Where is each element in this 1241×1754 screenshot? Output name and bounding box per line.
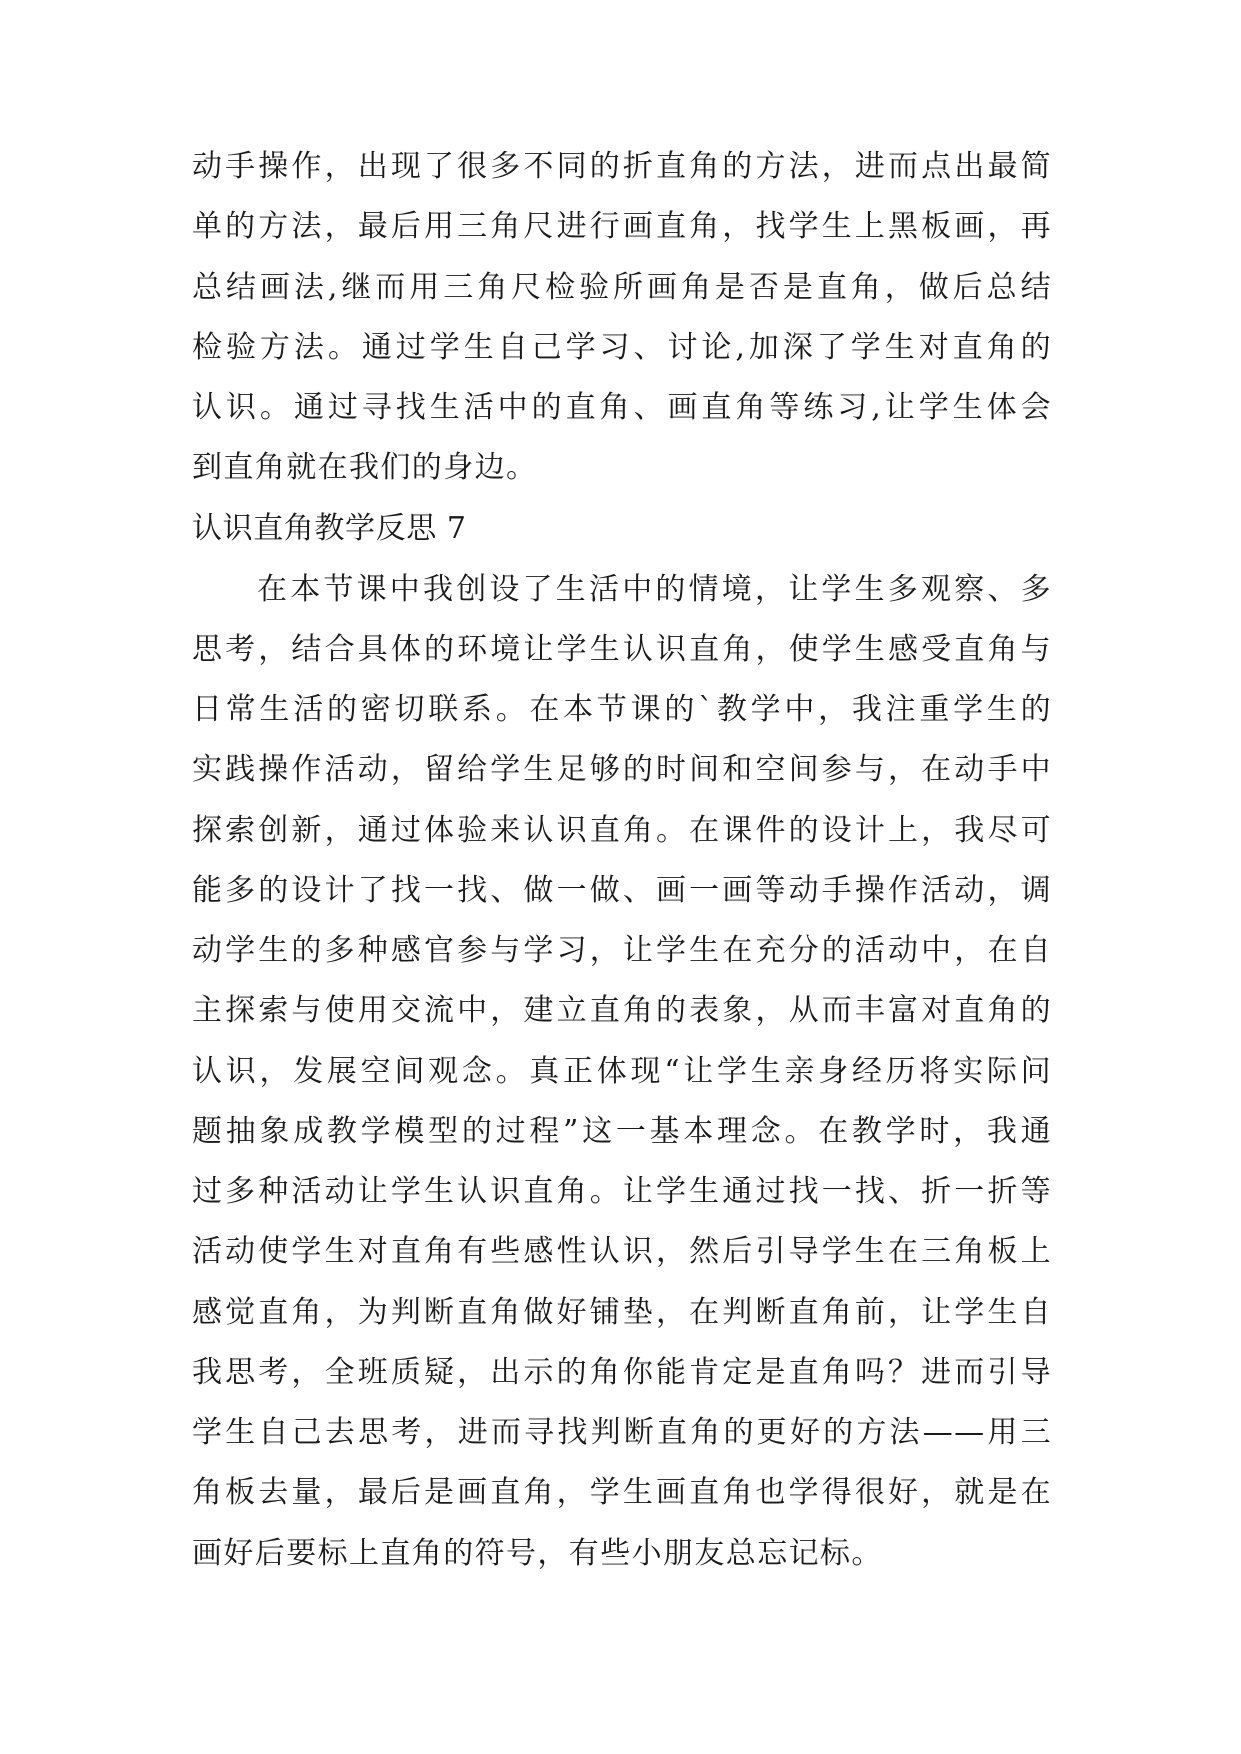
paragraph-line: 能多的设计了找一找、做一做、画一画等动手操作活动，调 [192, 873, 1052, 908]
paragraph-line: 总结画法,继而用三角尺检验所画角是否是直角，做后总结 [192, 270, 1052, 305]
paragraph-line: 感觉直角，为判断直角做好铺垫，在判断直角前，让学生自 [192, 1295, 1052, 1330]
paragraph-line: 实践操作活动，留给学生足够的时间和空间参与，在动手中 [192, 752, 1052, 787]
paragraph-line: 单的方法，最后用三角尺进行画直角，找学生上黑板画，再 [192, 209, 1052, 244]
paragraph-line: 过多种活动让学生认识直角。让学生通过找一找、折一折等 [192, 1174, 1052, 1209]
paragraph-line: 思考，结合具体的环境让学生认识直角，使学生感受直角与 [192, 632, 1052, 667]
paragraph-line: 学生自己去思考，进而寻找判断直角的更好的方法——用三 [192, 1415, 1052, 1450]
paragraph-line: 画好后要标上直角的符号，有些小朋友总忘记标。 [192, 1536, 883, 1571]
paragraph-line: 日常生活的密切联系。在本节课的`教学中，我注重学生的 [192, 692, 1052, 727]
paragraph-line: 检验方法。通过学生自己学习、讨论,加深了学生对直角的 [192, 330, 1052, 365]
section-heading: 认识直角教学反思 7 [192, 511, 467, 546]
paragraph-line: 认识。通过寻找生活中的直角、画直角等练习,让学生体会 [192, 390, 1052, 425]
paragraph-line: 主探索与使用交流中，建立直角的表象，从而丰富对直角的 [192, 993, 1052, 1028]
paragraph-line: 到直角就在我们的身边。 [192, 450, 538, 485]
paragraph-line: 动手操作，出现了很多不同的折直角的方法，进而点出最简 [192, 149, 1052, 184]
paragraph-line: 认识，发展空间观念。真正体现“让学生亲身经历将实际问 [192, 1054, 1052, 1089]
paragraph-line: 题抽象成教学模型的过程”这一基本理念。在教学时，我通 [192, 1114, 1052, 1149]
paragraph-line: 动学生的多种感官参与学习，让学生在充分的活动中，在自 [192, 933, 1052, 968]
paragraph-line: 我思考，全班质疑，出示的角你能肯定是直角吗？进而引导 [192, 1355, 1052, 1390]
paragraph-line: 活动使学生对直角有些感性认识，然后引导学生在三角板上 [192, 1234, 1052, 1269]
paragraph-line: 角板去量，最后是画直角，学生画直角也学得很好，就是在 [192, 1475, 1052, 1510]
paragraph-line: 在本节课中我创设了生活中的情境，让学生多观察、多 [257, 572, 1052, 607]
paragraph-line: 探索创新，通过体验来认识直角。在课件的设计上，我尽可 [192, 813, 1052, 848]
